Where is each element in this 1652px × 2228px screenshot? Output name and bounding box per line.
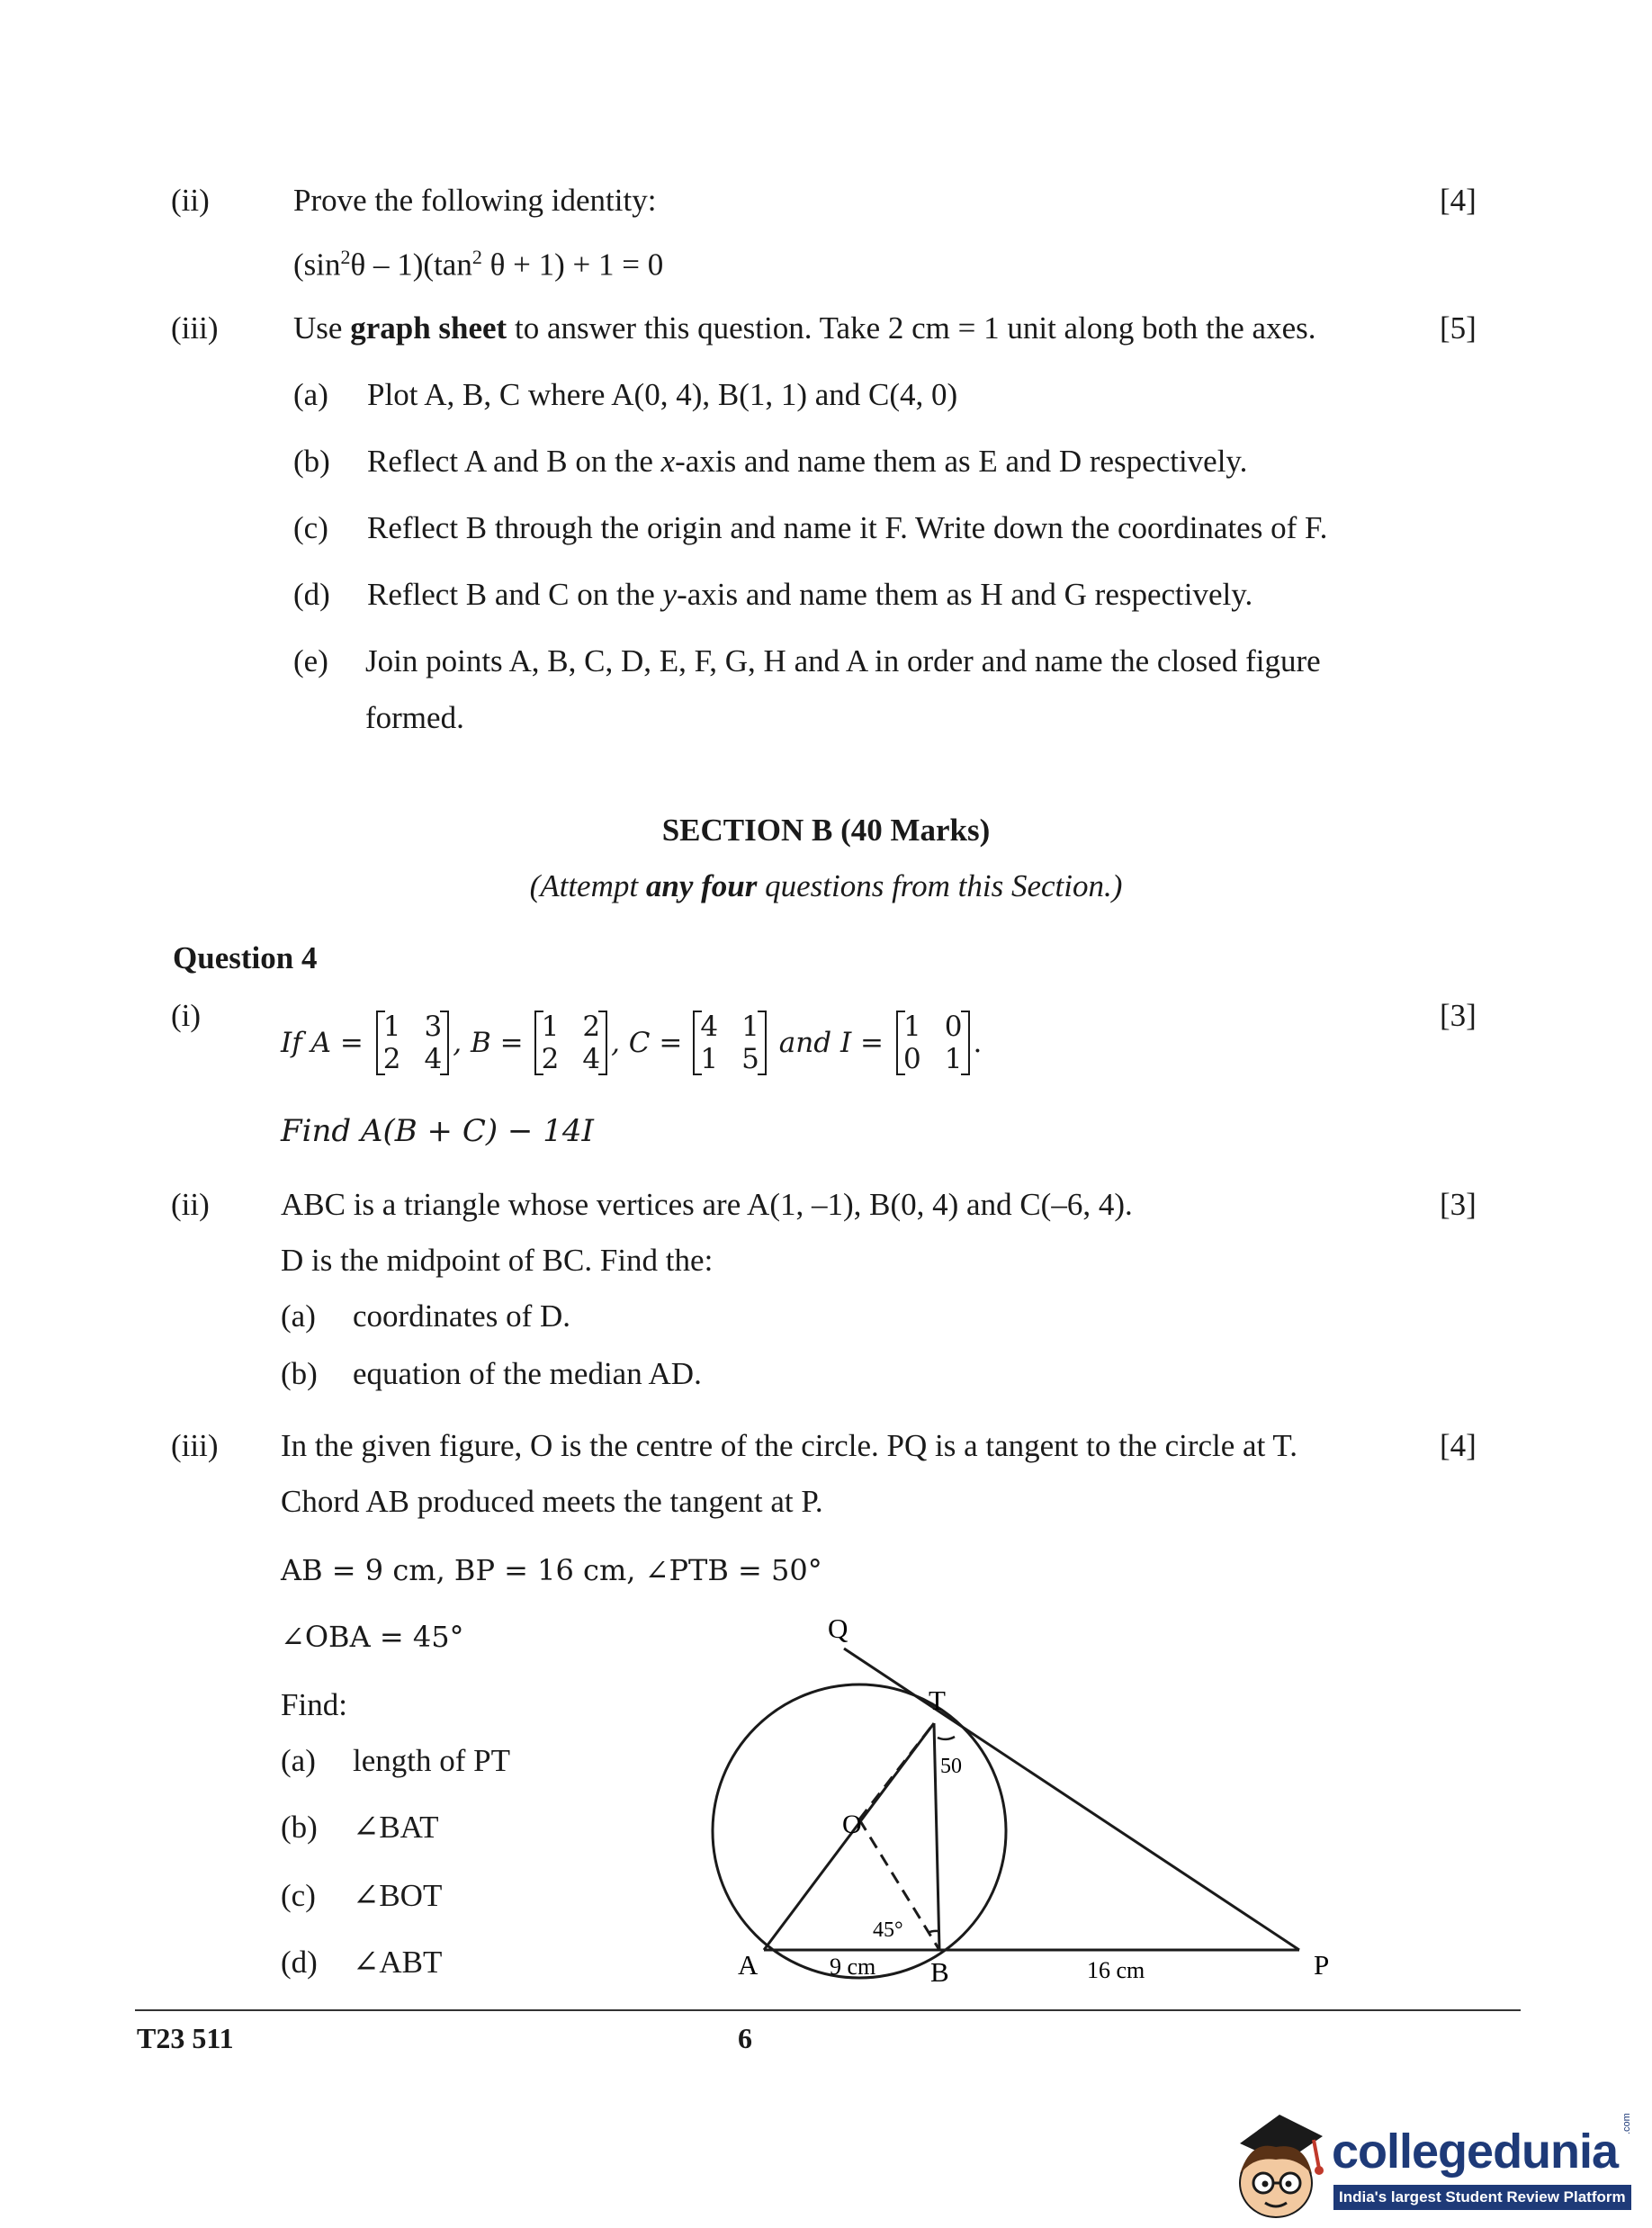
label-t: T <box>929 1684 946 1716</box>
q3-iii-c-label: (c) <box>293 510 328 545</box>
q4-iii-given2: ∠OBA = 45° <box>281 1620 464 1654</box>
angle-45-arc <box>928 1931 938 1933</box>
mascot-icon <box>1224 2097 1332 2223</box>
logo-brand: collegedunia <box>1332 2125 1619 2179</box>
matrix-c: 4 1 1 5 <box>693 1011 766 1075</box>
q4-heading: Question 4 <box>173 940 318 975</box>
q4-ii-a-text: coordinates of D. <box>353 1298 571 1334</box>
q3-iii-b-label: (b) <box>293 444 330 479</box>
label-a: A <box>738 1949 759 1981</box>
q3-ii-number: (ii) <box>171 183 210 218</box>
label-bp-length: 16 cm <box>1087 1957 1145 1983</box>
q4-iii-marks: [4] <box>1440 1428 1477 1463</box>
q3-iii-e-text2: formed. <box>365 700 464 735</box>
q3-iii-text: Use graph sheet to answer this question. Take 2 cm = 1 unit along both the axes. <box>293 310 1316 346</box>
q4-iii-number: (iii) <box>171 1428 219 1463</box>
matrix-i: 1 0 0 1 <box>896 1011 969 1075</box>
footer-code: T23 511 <box>137 2022 234 2054</box>
q4-ii-b-label: (b) <box>281 1356 318 1391</box>
q4-iii-find: Find: <box>281 1687 347 1722</box>
angle-50-arc <box>938 1737 955 1739</box>
q4-iii-b-label: (b) <box>281 1810 318 1845</box>
q3-iii-e-label: (e) <box>293 643 328 678</box>
logo-tagline: India's largest Student Review Platform <box>1333 2185 1631 2210</box>
collegedunia-logo <box>1224 2097 1647 2223</box>
label-angle-50: 50 <box>940 1755 962 1778</box>
q3-iii-e-text: Join points A, B, C, D, E, F, G, H and A in order and name the closed figure <box>365 643 1321 678</box>
q4-iii-c-label: (c) <box>281 1878 316 1913</box>
q4-i-marks: [3] <box>1440 998 1477 1033</box>
q4-iii-line2: Chord AB produced meets the tangent at P. <box>281 1484 823 1519</box>
label-p: P <box>1314 1949 1330 1981</box>
matrix-a: 1 3 2 4 <box>376 1011 449 1075</box>
label-angle-45: 45° <box>873 1918 903 1942</box>
q4-iii-a-text: length of PT <box>353 1743 510 1778</box>
label-q: Q <box>828 1613 848 1644</box>
q4-ii-number: (ii) <box>171 1187 210 1222</box>
q4-i-matrices: If A = 1 3 2 4 , B = 1 2 2 4 , C = 4 1 1 5 and I = 1 0 0 1 . <box>281 1011 983 1075</box>
q4-iii-a-label: (a) <box>281 1743 316 1778</box>
q4-iii-d-text: ∠ABT <box>353 1945 443 1980</box>
q4-ii-line1: ABC is a triangle whose vertices are A(1, –1), B(0, 4) and C(–6, 4). <box>281 1187 1133 1222</box>
section-title: SECTION B (40 Marks) <box>661 813 991 848</box>
q3-iii-a-label: (a) <box>293 377 328 412</box>
circle-tangent-figure <box>702 1611 1350 1989</box>
label-b: B <box>930 1956 949 1988</box>
q4-iii-line1: In the given figure, O is the centre of the circle. PQ is a tangent to the circle at T. <box>281 1428 1297 1463</box>
q3-iii-number: (iii) <box>171 310 219 346</box>
logo-com: .com <box>1621 2113 1632 2134</box>
q3-ii-text: Prove the following identity: <box>293 183 657 218</box>
q4-iii-b-text: ∠BAT <box>353 1810 439 1845</box>
line-tb <box>934 1723 939 1950</box>
q4-ii-a-label: (a) <box>281 1298 316 1334</box>
section-subtitle: (Attempt any four questions from this Section.) <box>529 868 1123 903</box>
q4-i-number: (i) <box>171 998 202 1033</box>
q4-iii-c-text: ∠BOT <box>353 1878 443 1913</box>
tangent-pq <box>844 1649 1299 1950</box>
q3-iii-c-text: Reflect B through the origin and name it F. Write down the coordinates of F. <box>367 510 1328 545</box>
footer-divider <box>135 2009 1521 2011</box>
q3-ii-marks: [4] <box>1440 183 1477 218</box>
q3-iii-d-text: Reflect B and C on the y-axis and name them as H and G respectively. <box>367 577 1253 612</box>
label-ab-length: 9 cm <box>830 1954 876 1980</box>
page-number: 6 <box>738 2022 752 2054</box>
q4-ii-b-text: equation of the median AD. <box>353 1356 702 1391</box>
label-o: O <box>842 1810 862 1839</box>
q4-iii-d-label: (d) <box>281 1945 318 1980</box>
q4-i-find: Find A(B + C) − 14I <box>281 1113 594 1149</box>
q3-iii-a-text: Plot A, B, C where A(0, 4), B(1, 1) and C(4, 0) <box>367 377 958 412</box>
q4-iii-given1: AB = 9 cm, BP = 16 cm, ∠PTB = 50° <box>281 1553 822 1587</box>
q3-iii-d-label: (d) <box>293 577 330 612</box>
q4-ii-marks: [3] <box>1440 1187 1477 1222</box>
matrix-b: 1 2 2 4 <box>534 1011 607 1075</box>
q3-iii-marks: [5] <box>1440 310 1477 346</box>
q3-iii-b-text: Reflect A and B on the x-axis and name them as E and D respectively. <box>367 444 1248 479</box>
q4-ii-line2: D is the midpoint of BC. Find the: <box>281 1243 714 1278</box>
q3-ii-identity: $(\sin^2\theta - 1)(\tan^2$ θ + 1) + 1 = 0 <box>293 246 664 283</box>
